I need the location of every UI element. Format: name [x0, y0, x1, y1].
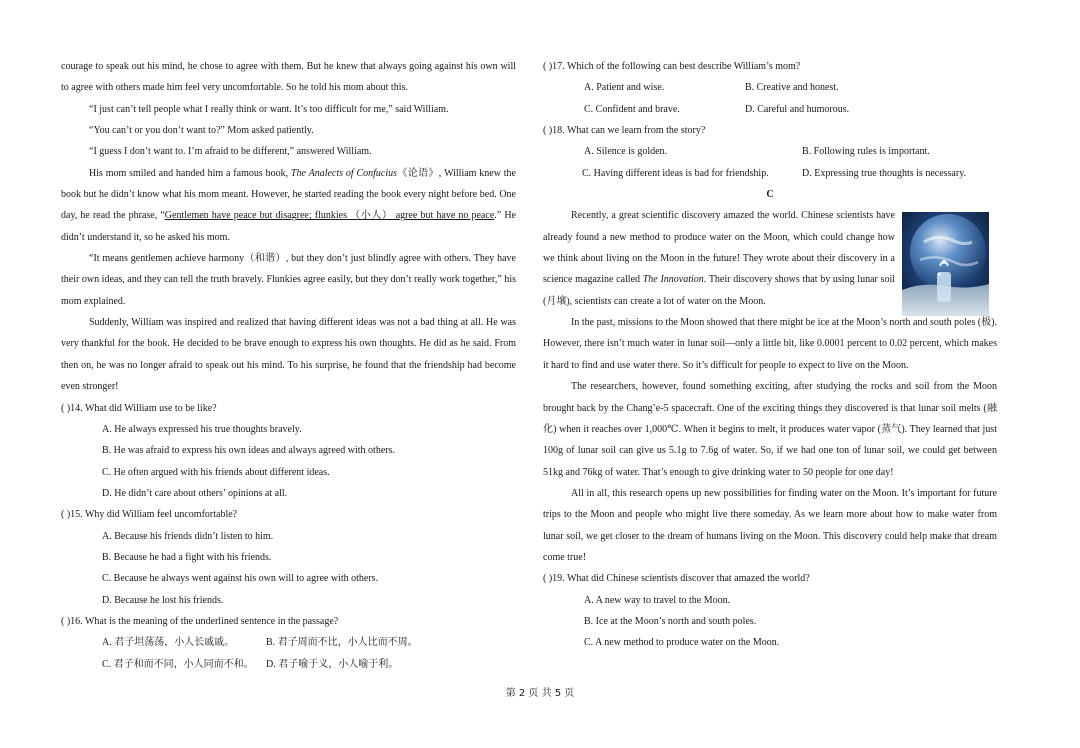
passage-paragraph: “You can’t or you don’t want to?” Mom asked patiently. [89, 125, 314, 137]
option-14a: A. He always expressed his true thoughts bravely. [102, 423, 302, 435]
moon-water-image [902, 212, 989, 316]
options-17-row2 [543, 99, 997, 120]
option-18c: C. Having different ideas is bad for friendship. [582, 167, 769, 179]
option-19c: C. A new method to produce water on the Moon. [584, 637, 780, 649]
option-19a: A. A new way to travel to the Moon. [584, 594, 731, 606]
option-16a: A. 君子坦荡荡，小人长戚戚。 [102, 637, 235, 649]
option-16d: D. 君子喻于义，小人喻于利。 [266, 658, 399, 670]
passage-paragraph: “I guess I don’t want to. I’m afraid to be different,” answered William. [89, 146, 372, 158]
option-15c: C. Because he always went against his own will to agree with others. [102, 573, 379, 585]
text-run: .” He didn’t understand it, so he asked his mom. [61, 210, 516, 243]
option-15d: D. Because he lost his friends. [102, 594, 224, 606]
magazine-title: The Innovation [642, 274, 704, 286]
option-14c: C. He often argued with his friends about different ideas. [102, 466, 330, 478]
option-17d: D. Careful and humorous. [745, 103, 850, 115]
text-run: Recently, a great scientific discovery amazed the world. Chinese scientists have already found a new method to produce water on the Moon, which could change how we think about living on the Moon in the future! They wrote about their discovery in a science magazine called [543, 210, 895, 286]
options-18-row1 [543, 141, 997, 162]
options-16-row2 [61, 654, 516, 675]
question-17: ( )17. Which of the following can best describe William’s mom? [543, 61, 801, 72]
text-run: His mom smiled and handed him a famous book, [89, 167, 291, 179]
text-run: 《论语》, William knew the book but he didn’t know what his mom meant. However, he started reading the book every night before bed. One day, he read the phrase, “ [61, 167, 516, 222]
options-17-row1 [543, 77, 997, 98]
underlined-sentence: Gentlemen have peace but disagree; flunkies （小人） agree but have no peace [164, 210, 495, 222]
option-15b: B. Because he had a fight with his friends. [102, 551, 272, 563]
options-18-row2 [543, 163, 997, 184]
left-column [61, 56, 516, 675]
option-16c: C. 君子和而不同，小人同而不和。 [102, 658, 254, 670]
option-15a: A. Because his friends didn’t listen to him. [102, 530, 274, 542]
option-14d: D. He didn’t care about others’ opinions at all. [102, 487, 288, 499]
page-footer: 第 2 页 共 5 页 [505, 688, 575, 699]
passage-paragraph: “It means gentlemen achieve harmony（和谐）, but they don’t just blindly agree with others. They have their own ideas, and they can tell the truth bravely. Flunkies agree easily, but they don’t really work together,” his mom explained. [61, 253, 516, 307]
options-16-row1 [61, 632, 516, 653]
option-18d: D. Expressing true thoughts is necessary. [802, 167, 967, 179]
passage-paragraph [61, 163, 516, 248]
passage-paragraph: The researchers, however, found something exciting, after studying the rocks and soil from the Moon brought back by the Chang’e-5 spacecraft. One of the exciting things they discovered is that lunar soil melts (融化) when it reaches over 1,000℃. When it begins to melt, it produces water vapor (蒸气). They learned that just 100g of lunar soil can give us 5.1g to 7.6g of water. So, if we had one ton of lunar soil, we could get between 51kg and 76kg of water. That’s enough to give drinking water to 50 people for one day! [543, 381, 997, 478]
question-18: ( )18. What can we learn from the story? [543, 125, 706, 137]
book-title: The Analects of Confucius [290, 167, 398, 179]
passage-paragraph: courage to speak out his mind, he chose to agree with them. But he knew that always going against his own will to agree with others made him feel very uncomfortable. So he told his mom about this. [61, 61, 516, 94]
option-17c: C. Confident and brave. [584, 103, 680, 115]
text-run: . Their discovery shows that by using lunar soil (月壤), scientists can create a lot of water on the Moon. [543, 274, 896, 307]
passage-paragraph: All in all, this research opens up new possibilities for finding water on the Moon. It’s important for future trips to the Moon and people who might live there someday. As we learn more about how to make water from lunar soil, we get closer to the dream of humans living on the Moon. This discovery could help make that dream come true! [543, 487, 997, 563]
option-18b: B. Following rules is important. [802, 146, 930, 158]
right-column [543, 56, 997, 654]
passage-c-wrap [543, 205, 895, 312]
question-15: ( )15. Why did William feel uncomfortable? [61, 509, 238, 521]
section-heading: C [766, 189, 774, 201]
passage-paragraph: “I just can’t tell people what I really think or want. It’s too difficult for me,” said William. [89, 103, 449, 115]
question-16: ( )16. What is the meaning of the underlined sentence in the passage? [61, 615, 339, 627]
question-19: ( )19. What did Chinese scientists discover that amazed the world? [543, 573, 810, 585]
option-17a: A. Patient and wise. [584, 82, 665, 94]
passage-paragraph [543, 312, 997, 376]
option-18a: A. Silence is golden. [584, 146, 668, 158]
passage-paragraph: Suddenly, William was inspired and realized that having different ideas was not a bad thing at all. He was very thankful for the book. He decided to be brave enough to express his own thoughts. He did as he said. From then on, he was no longer afraid to speak out his mind. To his surprise, he found that the friendship had become even stronger! [61, 317, 516, 393]
option-17b: B. Creative and honest. [745, 82, 839, 94]
option-19b: B. Ice at the Moon’s north and south poles. [584, 615, 757, 627]
passage-paragraph [543, 205, 895, 312]
option-16b: B. 君子周而不比，小人比而不周。 [266, 637, 418, 649]
question-14: ( )14. What did William use to be like? [61, 402, 217, 414]
text-run: In the past, missions to the Moon showed that there might be ice at the Moon’s north and south poles (极). However, there isn’t much water in lunar soil—only a little bit, like 0.0001 percent to 0.02 percent, which makes it hard to find and use water there. So it’s difficult for people to expect to live on the Moon. [543, 317, 997, 371]
option-14b: B. He was afraid to express his own ideas and always agreed with others. [102, 445, 395, 457]
